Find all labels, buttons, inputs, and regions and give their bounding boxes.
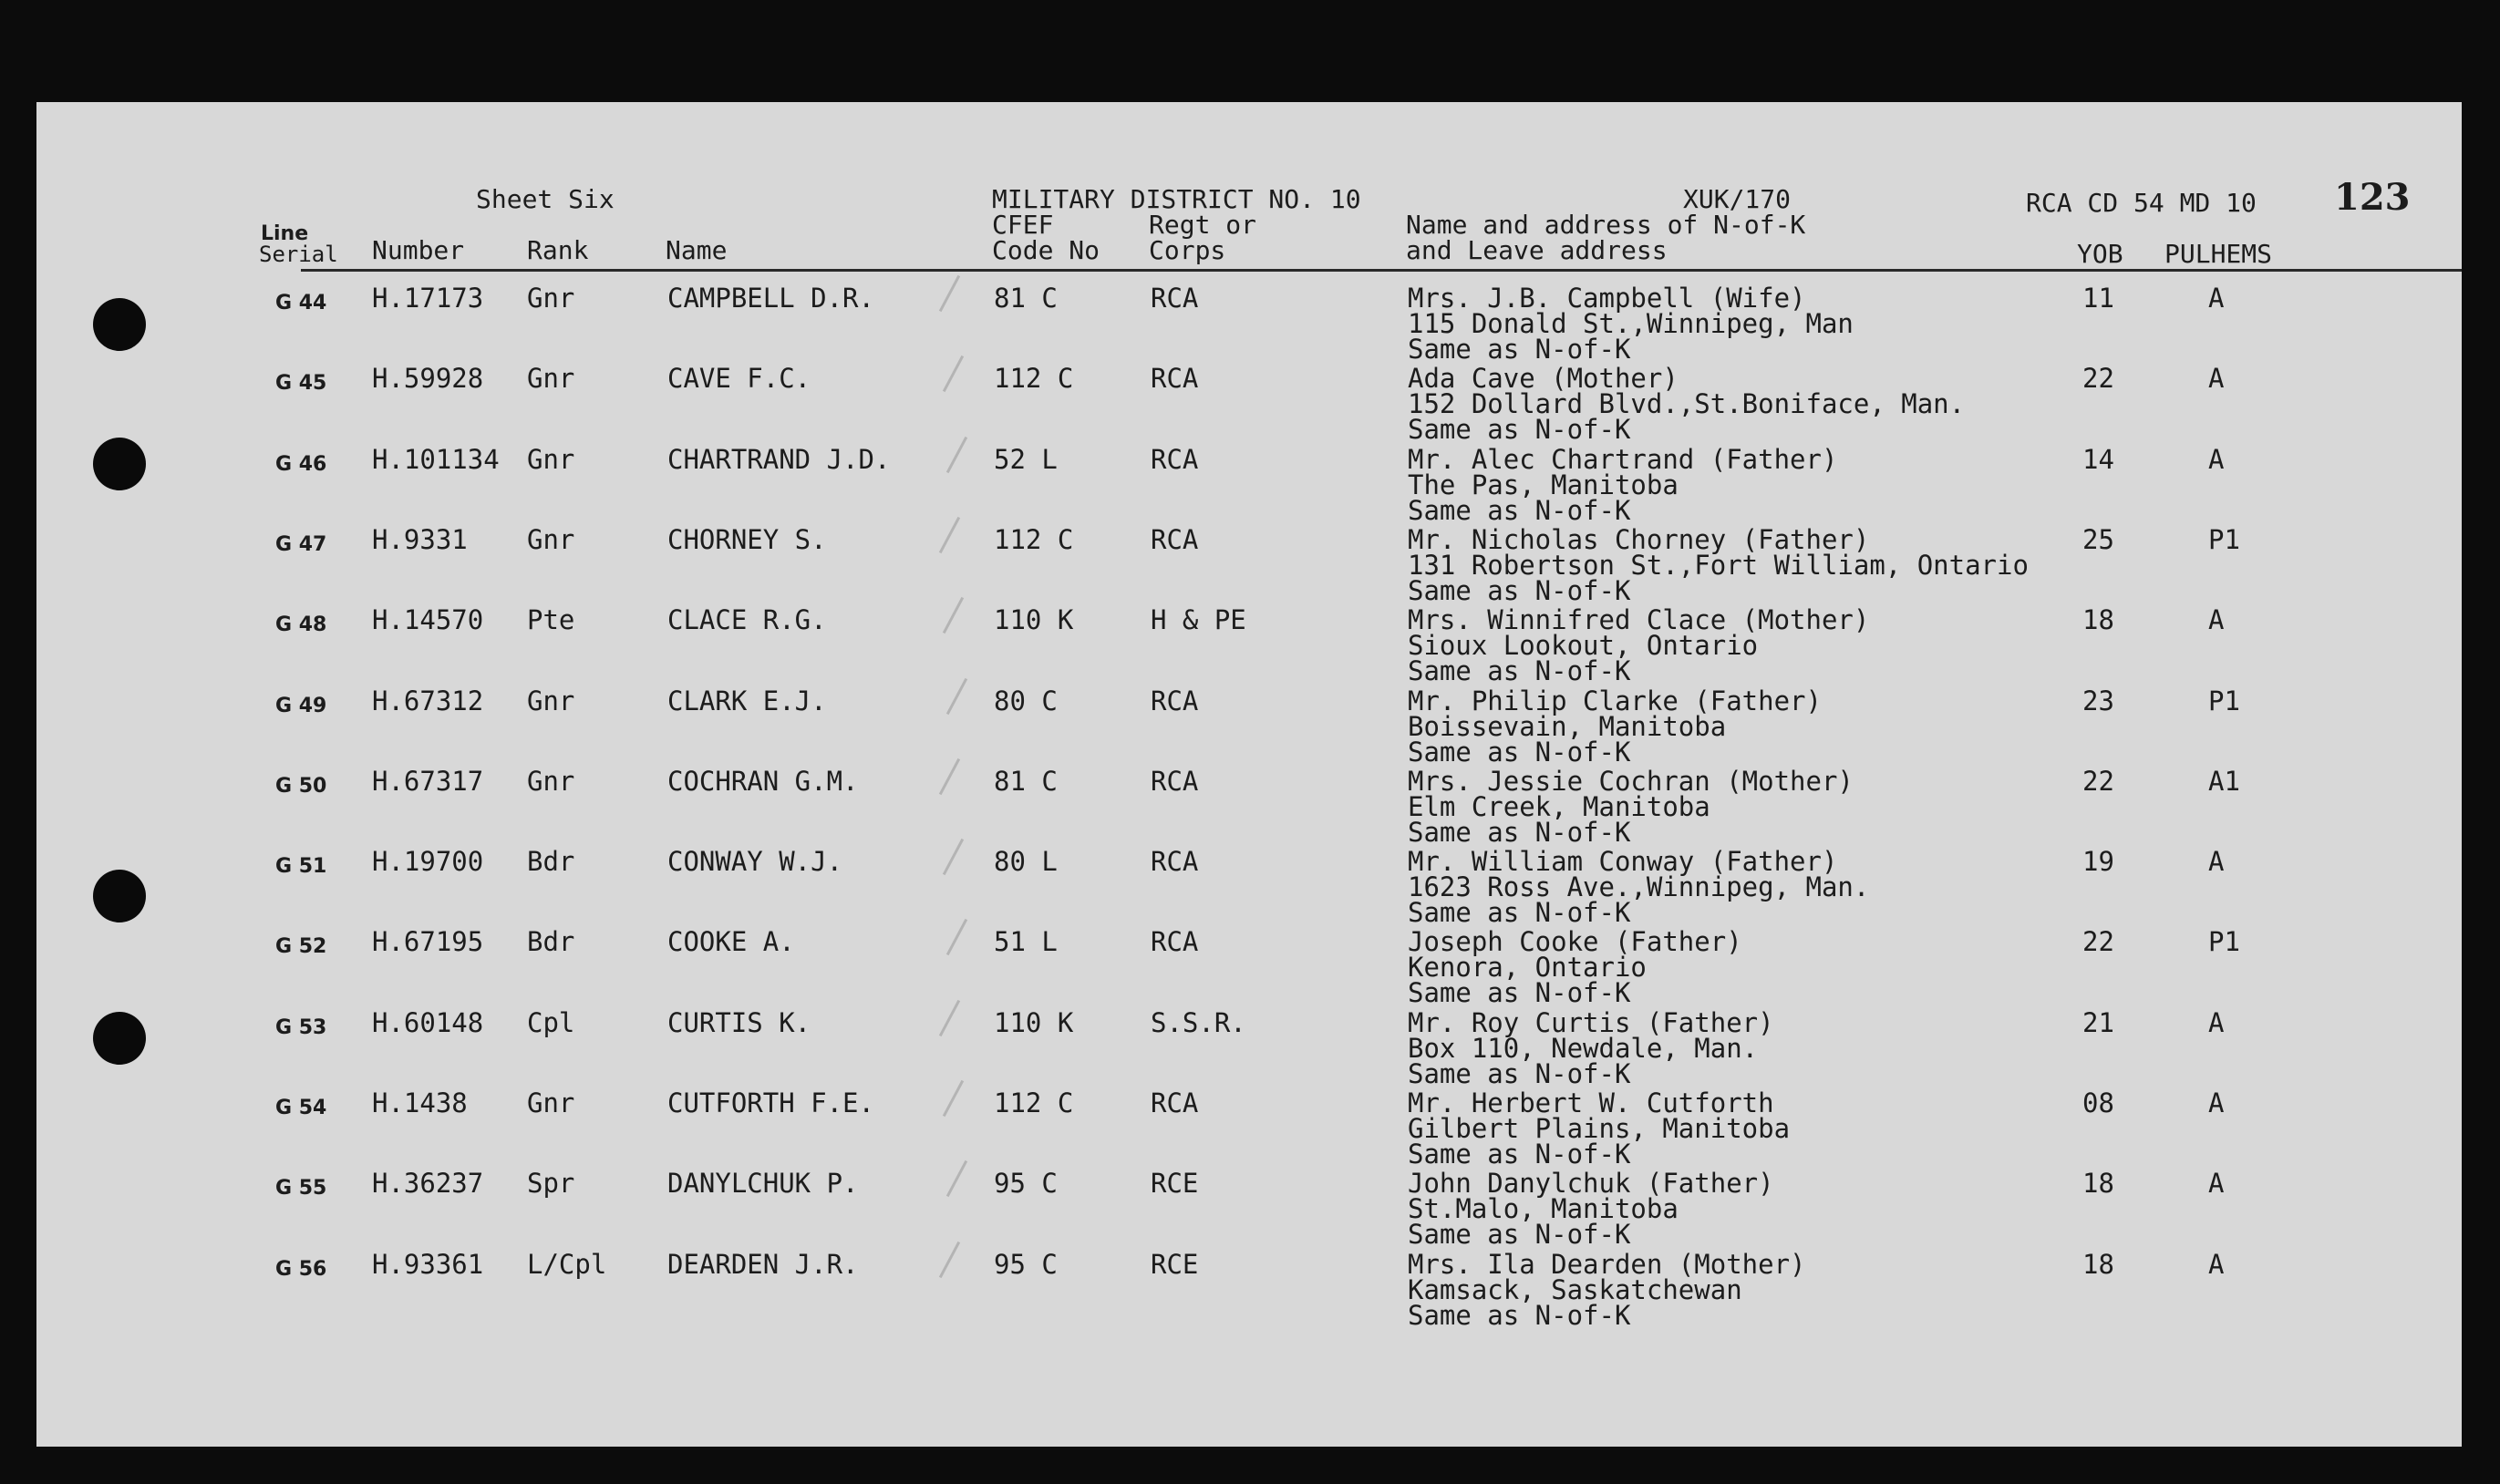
col-header-number: Number [372,235,465,265]
col-header-regt: Regt or [1149,210,1257,240]
service-number: H.67312 [372,685,484,716]
col-header-rank: Rank [527,235,589,265]
soldier-name: CAVE F.C. [667,363,811,395]
year-of-birth: 08 [2082,1087,2114,1118]
pulhems-grade: A1 [2208,765,2240,797]
service-number: H.1438 [372,1087,468,1118]
service-number: H.67317 [372,765,484,797]
nok-name: Mr. Philip Clarke (Father) [1408,685,1822,716]
cfef-code: 112 C [994,1087,1074,1118]
nok-address: The Pas, Manitoba [1408,469,1679,500]
nok-name: Mr. Nicholas Chorney (Father) [1408,523,1870,555]
nok-address: 115 Donald St.,Winnipeg, Man [1408,308,1854,339]
nok-name: Mr. Roy Curtis (Father) [1408,1006,1774,1038]
year-of-birth: 18 [2082,1168,2114,1200]
leave-address: Same as N-of-K [1408,1057,1631,1089]
year-of-birth: 19 [2082,846,2114,878]
cfef-code: 80 L [994,846,1058,878]
page-number: 123 [2334,176,2411,219]
regt-corps: RCA [1151,765,1199,797]
cfef-code: 80 C [994,685,1058,716]
nok-name: Mrs. Jessie Cochran (Mother) [1408,765,1854,797]
table-row [36,284,2462,365]
line-serial: G 49 [275,694,327,717]
year-of-birth: 11 [2082,283,2114,314]
table-row [36,848,2462,928]
sheet-label: Sheet Six [476,184,615,214]
record-sheet [36,102,2462,1447]
nok-name: Mrs. Ila Dearden (Mother) [1408,1248,1806,1280]
regt-corps: RCA [1151,846,1199,878]
line-serial: G 48 [275,613,327,637]
service-number: H.59928 [372,363,484,395]
nok-address: Kamsack, Saskatchewan [1408,1273,1742,1305]
pulhems-grade: A [2208,1248,2225,1280]
line-serial: G 47 [275,532,327,556]
soldier-name: COOKE A. [667,926,795,958]
service-number: H.93361 [372,1248,484,1280]
cfef-code: 95 C [994,1168,1058,1200]
rank: Gnr [527,283,575,314]
service-number: H.17173 [372,283,484,314]
rank: Gnr [527,523,575,555]
leave-address: Same as N-of-K [1408,816,1631,848]
nok-address: 1623 Ross Ave.,Winnipeg, Man. [1408,871,1870,903]
col-header-yob: YOB [2077,239,2123,269]
service-number: H.19700 [372,846,484,878]
line-serial: G 55 [275,1177,327,1201]
regt-corps: RCA [1151,926,1199,958]
table-row [36,443,2462,526]
regt-corps: RCA [1151,523,1199,555]
soldier-name: COCHRAN G.M. [667,765,859,797]
line-serial: G 56 [275,1257,327,1281]
rank: Bdr [527,926,575,958]
pulhems-grade: A [2208,443,2225,475]
soldier-name: CLARK E.J. [667,685,827,716]
service-number: H.101134 [372,443,500,475]
rank: Gnr [527,685,575,716]
leave-address: Same as N-of-K [1408,414,1631,446]
cfef-code: 81 C [994,765,1058,797]
year-of-birth: 14 [2082,443,2114,475]
table-row [36,1006,2462,1089]
regt-corps: RCA [1151,1087,1199,1118]
leave-address: Same as N-of-K [1408,574,1631,606]
cfef-code: 110 K [994,1006,1074,1038]
table-row [36,928,2462,1008]
service-number: H.9331 [372,523,468,555]
regt-corps: RCA [1151,443,1199,475]
col-header-cfef: CFEF [992,210,1054,240]
line-serial: G 51 [275,855,327,879]
table-row [36,1248,2462,1331]
rank: Gnr [527,443,575,475]
rank: Gnr [527,1087,575,1118]
leave-address: Same as N-of-K [1408,736,1631,768]
table-row [36,765,2462,848]
cfef-code: 112 C [994,523,1074,555]
header-rule [301,269,2462,272]
year-of-birth: 22 [2082,926,2114,958]
soldier-name: DEARDEN J.R. [667,1248,859,1280]
rank: Spr [527,1168,575,1200]
nok-name: Mrs. Winnifred Clace (Mother) [1408,604,1870,636]
pulhems-grade: A [2208,283,2225,314]
soldier-name: CUTFORTH F.E. [667,1087,874,1118]
year-of-birth: 25 [2082,523,2114,555]
regt-corps: RCE [1151,1168,1199,1200]
pulhems-grade: P1 [2208,523,2240,555]
soldier-name: CHARTRAND J.D. [667,443,891,475]
rank: Pte [527,604,575,636]
cfef-code: 81 C [994,283,1058,314]
table-row [36,606,2462,686]
pulhems-grade: P1 [2208,685,2240,716]
rank: L/Cpl [527,1248,607,1280]
leave-address: Same as N-of-K [1408,1299,1631,1331]
line-serial: G 52 [275,935,327,959]
nok-address: St.Malo, Manitoba [1408,1193,1679,1225]
cfef-code: 112 C [994,363,1074,395]
pulhems-grade: A [2208,1006,2225,1038]
pulhems-grade: A [2208,604,2225,636]
col-header-code-no: Code No [992,235,1100,265]
cfef-code: 95 C [994,1248,1058,1280]
leave-address: Same as N-of-K [1408,494,1631,526]
table-row [36,1170,2462,1250]
line-serial: G 46 [275,452,327,476]
line-serial: G 50 [275,774,327,798]
record-reference: RCA CD 54 MD 10 [2026,188,2257,218]
line-serial: G 44 [275,292,327,314]
pulhems-grade: A [2208,363,2225,395]
col-header-name: Name [666,235,728,265]
year-of-birth: 22 [2082,363,2114,395]
year-of-birth: 18 [2082,604,2114,636]
line-serial: G 54 [275,1097,327,1119]
regt-corps: RCE [1151,1248,1199,1280]
col-header-leave: and Leave address [1406,235,1668,265]
nok-address: Box 110, Newdale, Man. [1408,1032,1759,1064]
soldier-name: CURTIS K. [667,1006,811,1038]
regt-corps: RCA [1151,283,1199,314]
rank: Cpl [527,1006,575,1038]
nok-name: Mrs. J.B. Campbell (Wife) [1408,283,1806,314]
year-of-birth: 21 [2082,1006,2114,1038]
leave-address: Same as N-of-K [1408,655,1631,687]
service-number: H.36237 [372,1168,484,1200]
line-serial: G 53 [275,1015,327,1039]
leave-address: Same as N-of-K [1408,1219,1631,1251]
nok-name: Mr. William Conway (Father) [1408,846,1838,878]
pulhems-grade: A [2208,1168,2225,1200]
soldier-name: DANYLCHUK P. [667,1168,859,1200]
soldier-name: CAMPBELL D.R. [667,283,874,314]
nok-address: Gilbert Plains, Manitoba [1408,1113,1791,1144]
nok-address: Kenora, Ontario [1408,952,1647,984]
table-row [36,687,2462,768]
nok-address: 152 Dollard Blvd.,St.Boniface, Man. [1408,388,1966,420]
soldier-name: CONWAY W.J. [667,846,843,878]
service-number: H.14570 [372,604,484,636]
line-serial: G 45 [275,372,327,396]
district-title: MILITARY DISTRICT NO. 10 [992,184,1361,214]
service-number: H.60148 [372,1006,484,1038]
col-header-pulhems: PULHEMS [2164,239,2273,269]
year-of-birth: 18 [2082,1248,2114,1280]
col-header-nok: Name and address of N-of-K [1406,210,1806,240]
nok-address: Boissevain, Manitoba [1408,710,1727,742]
nok-name: John Danylchuk (Father) [1408,1168,1774,1200]
regt-corps: RCA [1151,685,1199,716]
year-of-birth: 23 [2082,685,2114,716]
table-row [36,1089,2462,1170]
nok-address: 131 Robertson St.,Fort William, Ontario [1408,549,2029,581]
col-header-line: Line [261,222,309,245]
year-of-birth: 22 [2082,765,2114,797]
service-number: H.67195 [372,926,484,958]
pulhems-grade: A [2208,1087,2225,1118]
check-mark [939,275,960,312]
nok-address: Elm Creek, Manitoba [1408,790,1710,822]
rank: Gnr [527,765,575,797]
col-header-corps: Corps [1149,235,1226,265]
nok-name: Mr. Herbert W. Cutforth [1408,1087,1774,1118]
cfef-code: 110 K [994,604,1074,636]
leave-address: Same as N-of-K [1408,977,1631,1009]
table-row [36,365,2462,445]
soldier-name: CLACE R.G. [667,604,827,636]
nok-name: Joseph Cooke (Father) [1408,926,1742,958]
leave-address: Same as N-of-K [1408,897,1631,929]
file-reference: XUK/170 [1683,184,1792,214]
cfef-code: 51 L [994,926,1058,958]
leave-address: Same as N-of-K [1408,334,1631,365]
cfef-code: 52 L [994,443,1058,475]
rank: Bdr [527,846,575,878]
regt-corps: RCA [1151,363,1199,395]
pulhems-grade: A [2208,846,2225,878]
nok-address: Sioux Lookout, Ontario [1408,630,1759,662]
nok-name: Mr. Alec Chartrand (Father) [1408,443,1838,475]
col-header-serial: Serial [259,242,338,267]
regt-corps: H & PE [1151,604,1246,636]
soldier-name: CHORNEY S. [667,523,827,555]
rank: Gnr [527,363,575,395]
pulhems-grade: P1 [2208,926,2240,958]
regt-corps: S.S.R. [1151,1006,1246,1038]
table-row [36,523,2462,606]
nok-name: Ada Cave (Mother) [1408,363,1679,395]
leave-address: Same as N-of-K [1408,1139,1631,1170]
